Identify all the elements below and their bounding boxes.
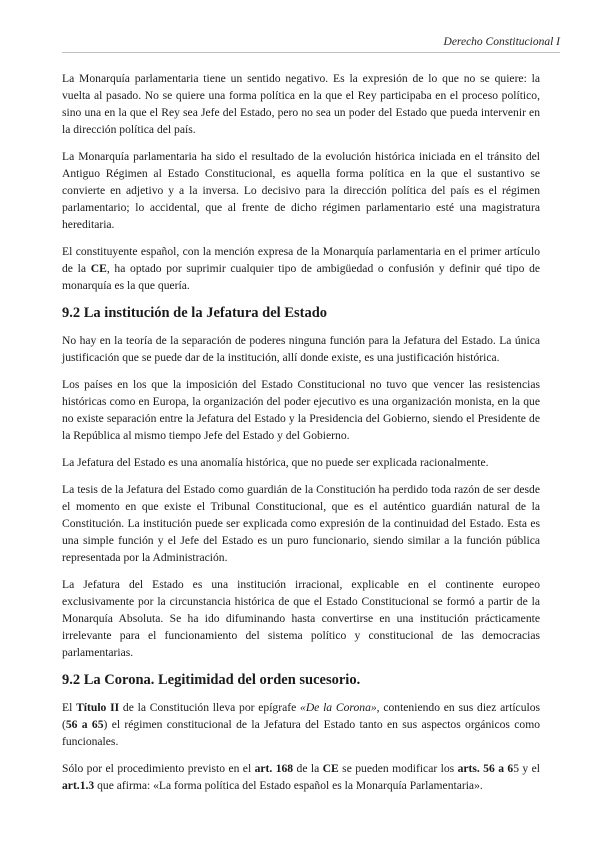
paragraph: La tesis de la Jefatura del Estado como guardián de la Constitución ha perdido toda razón de ser desde el momento en que existe el Tribunal Constitucional, que es el auténtico guardián natural de la Constitución. La institución puede ser explicada como expresión de la continuidad del Estado. Esta es una simple función y el Jefe del Estado es un puro funcionario, siendo similar a la función pública representada por la Administración.	[62, 483, 540, 564]
titulo-ref: Título II	[76, 701, 120, 714]
text-run: de la Constitución lleva por epígrafe	[119, 701, 301, 714]
paragraph	[62, 699, 540, 750]
ce-abbrev: CE	[322, 762, 339, 775]
running-header: Derecho Constitucional I	[443, 36, 560, 48]
text-run: , ha optado por suprimir cualquier tipo de ambigüedad o confusión y definir qué tipo de monarquía es la que quería.	[62, 262, 541, 292]
text-run: que afirma: «La forma política del Estado español es la Monarquía Parlamentaria».	[94, 779, 483, 792]
article-range: 56 a 65	[65, 718, 104, 731]
article-ref: art.1.3	[62, 779, 95, 792]
text-run: Sólo por el procedimiento previsto en el	[62, 762, 255, 775]
section-heading: 9.2 La Corona. Legitimidad del orden sucesorio.	[62, 672, 361, 688]
paragraph: Los países en los que la imposición del Estado Constitucional no tuvo que vencer las resistencias históricas como en Europa, la organización del poder ejecutivo es una organización monista, en la que no existe separación entre la Jefatura del Estado y la Presidencia del Gobierno, siendo el Presidente de la República al mismo tiempo Jefe del Estado y del Gobierno.	[62, 378, 540, 442]
header-divider	[62, 52, 560, 53]
text-run: El constituyente español, con la mención expresa de la Monarquía parlamentaria en el primer artículo de la	[62, 245, 540, 275]
text-run: , conteniendo en sus diez artículos (	[62, 701, 541, 731]
epigrafe: «De la Corona»	[300, 701, 377, 714]
section-heading: 9.2 La institución de la Jefatura del Estado	[62, 305, 328, 321]
text-run: El	[62, 701, 77, 714]
paragraph: La Monarquía parlamentaria tiene un sentido negativo. Es la expresión de lo que no se quiere: la vuelta al pasado. No se quiere una forma política en la que el Rey participaba en el proceso político, sino una en la que el Rey sea Jefe del Estado, pero no sea un poder del Estado que pueda intervenir en la dirección política del país.	[62, 72, 540, 136]
article-ref: art. 168	[254, 762, 294, 775]
paragraph	[62, 760, 540, 794]
paragraph: La Jefatura del Estado es una anomalía histórica, que no puede ser explicada racionalmente.	[62, 456, 489, 469]
article-ref: arts. 56 a 6	[457, 762, 514, 775]
paragraph: La Monarquía parlamentaria ha sido el resultado de la evolución histórica iniciada en el tránsito del Antiguo Régimen al Estado Constitucional, es aquella forma política en la que el sustantivo se convierte en adjetivo y a la inversa. Lo decisivo para la dirección política del país es el régimen parlamentario; lo accidental, que al frente de dicho régimen parlamentario esté una magistratura hereditaria.	[62, 150, 540, 231]
paragraph: No hay en la teoría de la separación de poderes ninguna función para la Jefatura del Estado. La única justificación que se puede dar de la institución, allí donde existe, es una justificación histórica.	[62, 334, 540, 364]
text-run: 5 y el	[513, 762, 540, 775]
text-run: de la	[293, 762, 323, 775]
document-body	[62, 70, 540, 804]
paragraph: La Jefatura del Estado es una institución irracional, explicable en el continente europeo exclusivamente por la circunstancia histórica de que el Estado Constitucional se formó a partir de la Monarquía Absoluta. Se ha ido difuminando hasta convertirse en una institución prácticamente irrelevante para el funcionamiento del sistema político y constitucional de las democracias parlamentarias.	[62, 578, 540, 659]
paragraph	[62, 243, 540, 294]
ce-abbrev: CE	[90, 262, 107, 275]
text-run: se pueden modificar los	[338, 762, 458, 775]
text-run: ) el régimen constitucional de la Jefatura del Estado tanto en sus aspectos orgánicos como funcionales.	[62, 718, 541, 748]
